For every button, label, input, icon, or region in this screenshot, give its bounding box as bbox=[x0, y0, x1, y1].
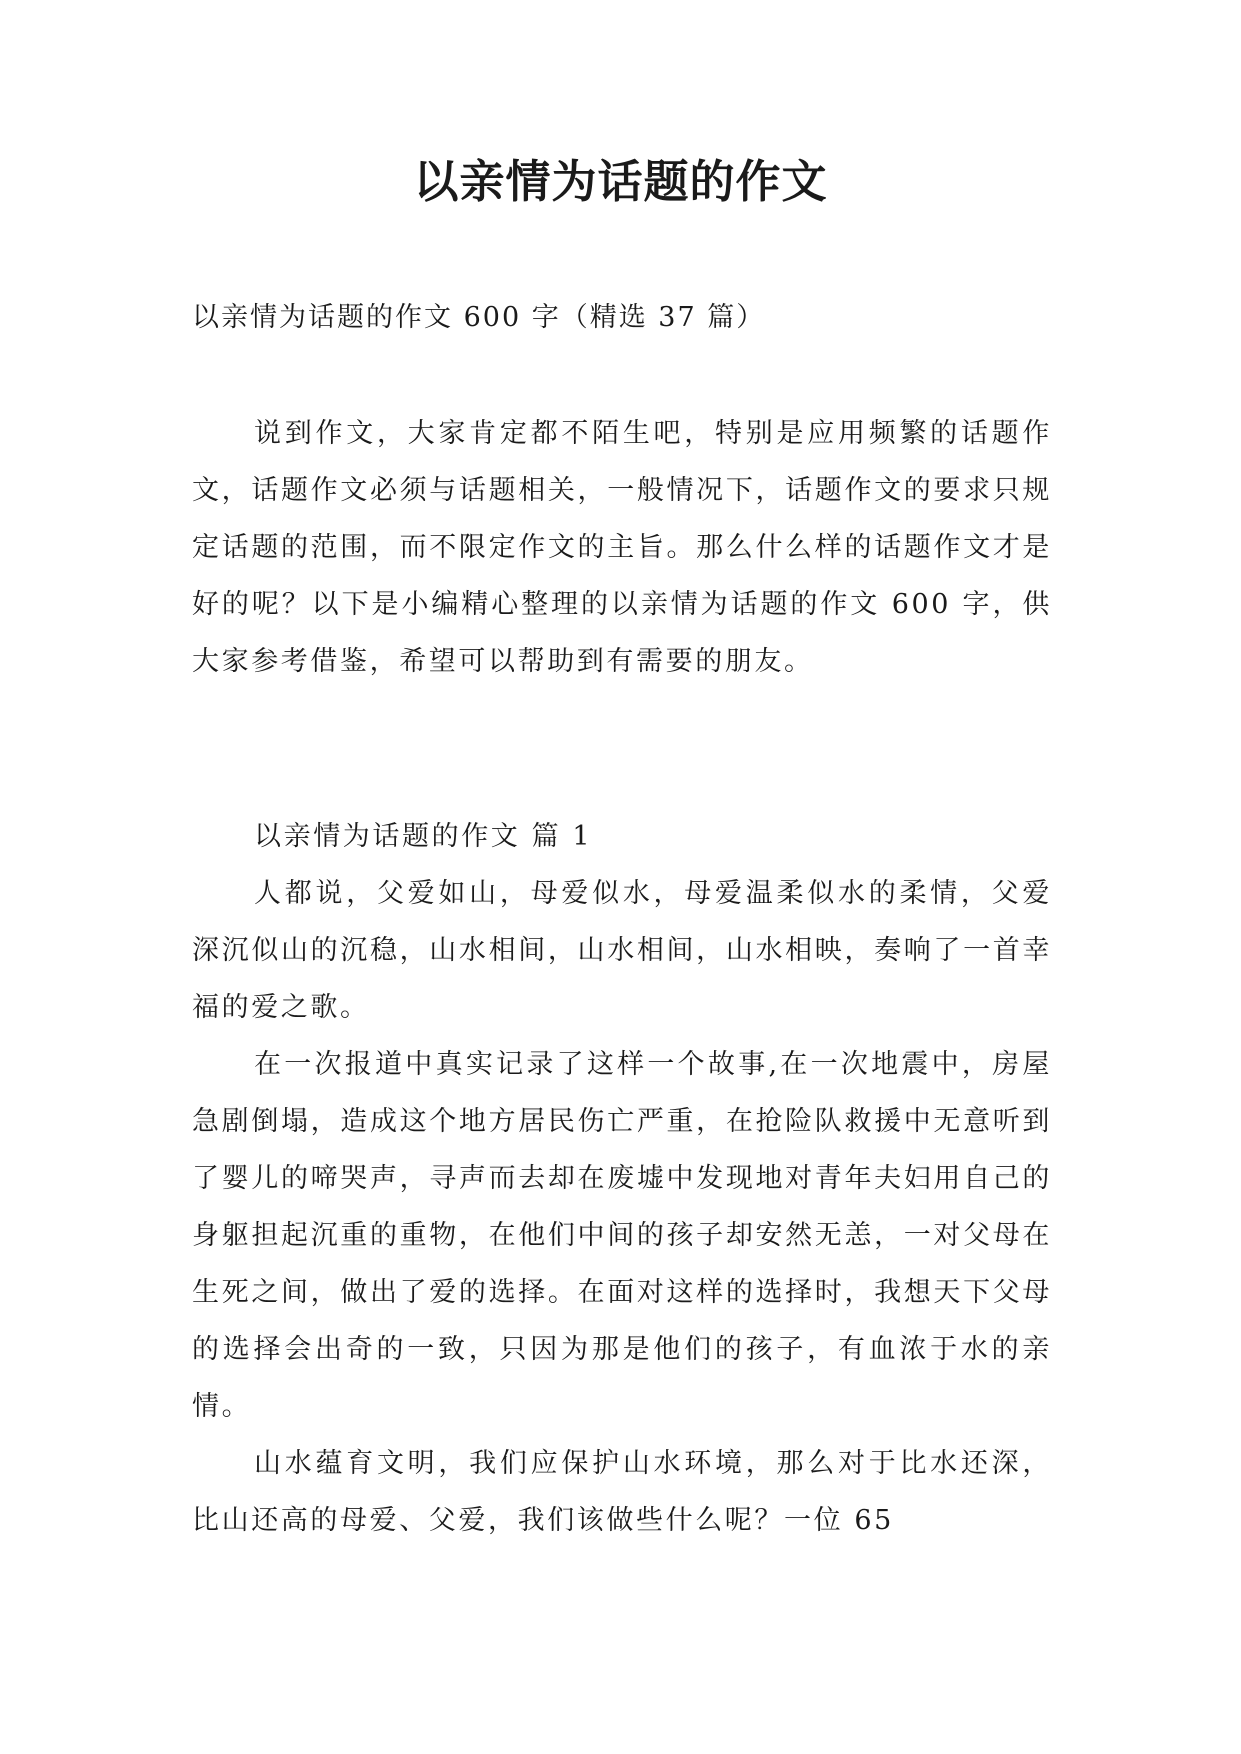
essay-paragraph: 人都说，父爱如山，母爱似水，母爱温柔似水的柔情，父爱深沉似山的沉稳，山水相间，山水相间，山水相映，奏响了一首幸福的爱之歌。 bbox=[192, 878, 1052, 1023]
essay-paragraph: 山水蕴育文明，我们应保护山水环境，那么对于比水还深，比山还高的母爱、父爱，我们该做些什么呢？一位 65 bbox=[192, 1448, 1052, 1536]
essay-paragraph: 在一次报道中真实记录了这样一个故事,在一次地震中，房屋急剧倒塌，造成这个地方居民伤亡严重，在抢险队救援中无意听到了婴儿的啼哭声，寻声而去却在废墟中发现地对青年夫妇用自己的身躯担起沉重的重物，在他们中间的孩子却安然无恙，一对父母在生死之间，做出了爱的选择。在面对这样的选择时，我想天下父母的选择会出奇的一致，只因为那是他们的孩子，有血浓于水的亲情。 bbox=[192, 1049, 1052, 1422]
intro-paragraph: 说到作文，大家肯定都不陌生吧，特别是应用频繁的话题作文，话题作文必须与话题相关，一般情况下，话题作文的要求只规定话题的范围，而不限定作文的主旨。那么什么样的话题作文才是好的呢？以下是小编精心整理的以亲情为话题的作文 600 字，供大家参考借鉴，希望可以帮助到有需要的朋友。 bbox=[192, 418, 1052, 677]
chapter-heading: 以亲情为话题的作文 篇 1 bbox=[254, 821, 593, 852]
essay-section bbox=[192, 808, 1052, 1549]
document-title: 以亲情为话题的作文 bbox=[413, 155, 828, 208]
document-subtitle: 以亲情为话题的作文 600 字（精选 37 篇） bbox=[192, 302, 766, 333]
intro-section bbox=[192, 405, 1052, 690]
